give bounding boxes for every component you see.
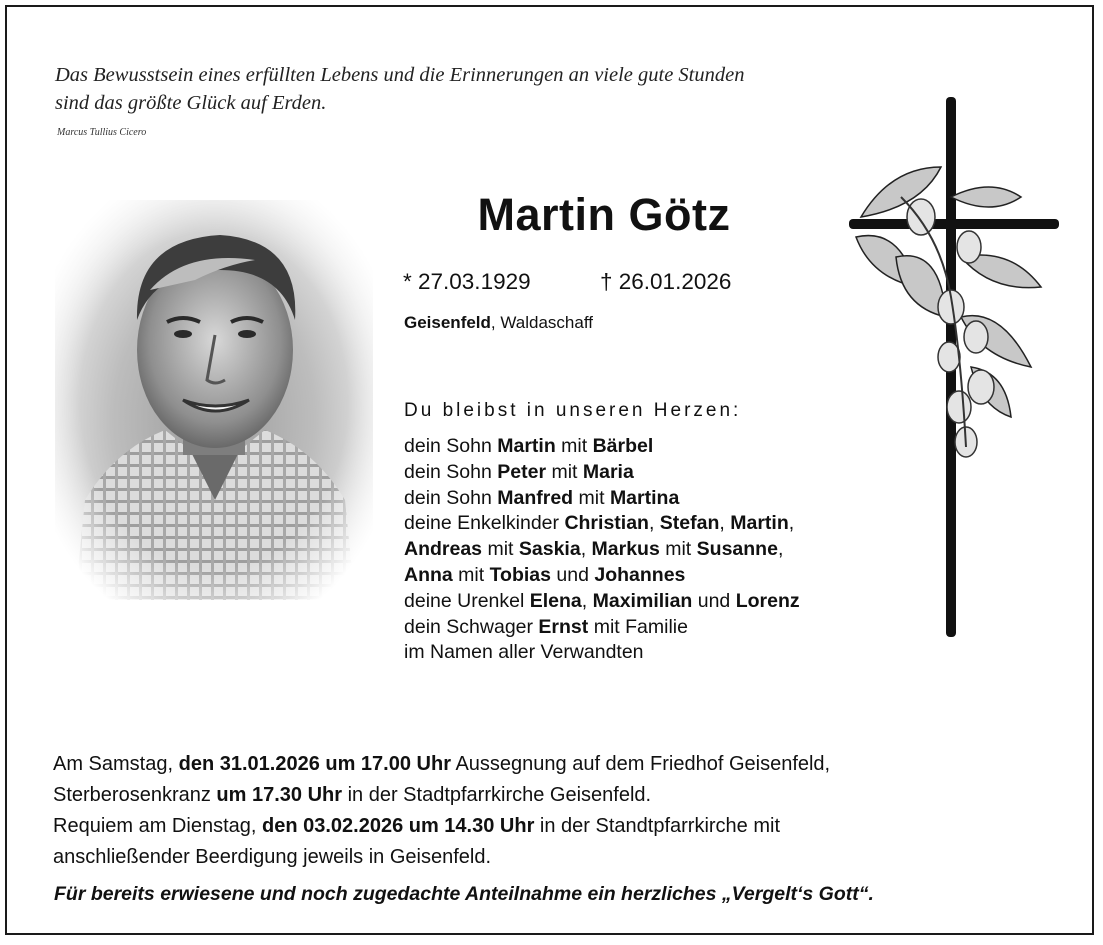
mourner-line (404, 434, 800, 460)
text-segment: mit (452, 563, 490, 586)
text-segment: anschließender Beerdigung jeweils in Geisenfeld. (53, 846, 492, 868)
bold-text: Manfred (497, 486, 574, 509)
text-segment: mit Familie (588, 615, 688, 638)
text-segment: in der Standtpfarrkirche mit (534, 815, 781, 837)
mourner-line (404, 511, 800, 537)
text-segment: Am Samstag, (53, 753, 179, 775)
bold-text: Ernst (538, 615, 589, 638)
text-segment: im Namen aller Verwandten (404, 641, 644, 664)
bold-text: Saskia (518, 538, 581, 561)
mourner-line (404, 537, 800, 563)
text-segment: , (719, 512, 731, 535)
bold-text: Maria (582, 460, 634, 483)
bold-text: Elena (529, 589, 582, 612)
bold-text: Peter (497, 460, 547, 483)
death-date: † 26.01.2026 (600, 269, 732, 294)
text-segment: mit (546, 460, 583, 483)
residence (404, 313, 593, 333)
bold-text: Christian (564, 512, 649, 535)
text-segment: mit (482, 538, 519, 561)
quote (55, 61, 855, 117)
text-segment: deine Enkelkinder (404, 512, 565, 535)
quote-line-1: Das Bewusstsein eines erfüllten Lebens und die Erinnerungen an viele gute Stunden (55, 64, 745, 86)
bold-text: Tobias (489, 563, 551, 586)
text-segment: und (551, 563, 595, 586)
bold-text: um 17.30 Uhr (216, 784, 343, 806)
text-segment: mit (573, 486, 610, 509)
text-segment: Requiem am Dienstag, (53, 815, 262, 837)
bold-text: Johannes (594, 563, 686, 586)
text-segment: , (648, 512, 660, 535)
portrait-illustration (55, 200, 373, 600)
text-segment: , (788, 512, 795, 535)
mourner-line (404, 589, 800, 615)
mourner-line (404, 460, 800, 486)
mourner-line (404, 615, 800, 641)
mourner-line (404, 486, 800, 512)
mourners-list (404, 434, 800, 666)
bold-text: Anna (404, 563, 453, 586)
text-segment: und (692, 589, 736, 612)
bold-text: Lorenz (735, 589, 800, 612)
cross-with-hops-icon (841, 97, 1061, 637)
mourner-line (404, 640, 800, 666)
residence-secondary: , Waldaschaff (490, 313, 593, 332)
bold-text: Bärbel (592, 435, 654, 457)
bold-text: Martina (609, 486, 680, 509)
service-line (53, 749, 830, 780)
text-segment: deine Urenkel (404, 589, 530, 612)
bold-text: den 03.02.2026 um 14.30 Uhr (261, 815, 535, 837)
text-segment: dein Sohn (404, 486, 498, 509)
bold-text: Martin (730, 512, 789, 535)
bold-text: Andreas (404, 538, 483, 561)
text-segment: , (580, 538, 592, 561)
obituary-notice (5, 5, 1094, 935)
thanks-line: Für bereits erwiesene und noch zugedachte Anteilnahme ein herzliches „Vergelt‘s Gott“. (54, 883, 874, 905)
service-line (53, 811, 830, 842)
bold-text: Maximilian (592, 589, 693, 612)
text-segment: , (777, 538, 784, 561)
text-segment: in der Stadtpfarrkirche Geisenfeld. (342, 784, 652, 806)
quote-line-2: sind das größte Glück auf Erden. (55, 92, 327, 114)
family-heading: Du bleibst in unseren Herzen: (404, 400, 742, 421)
text-segment: Sterberosenkranz (53, 784, 217, 806)
text-segment: dein Schwager (404, 615, 539, 638)
portrait-photo (55, 200, 373, 600)
service-line (53, 842, 830, 873)
bold-text: Martin (497, 435, 556, 457)
residence-main: Geisenfeld (404, 313, 491, 332)
bold-text: Markus (591, 538, 660, 561)
mourner-line (404, 563, 800, 589)
birth-date: * 27.03.1929 (403, 269, 531, 294)
text-segment: mit (555, 435, 593, 457)
bold-text: Stefan (659, 512, 720, 535)
text-segment: dein Sohn (404, 460, 498, 483)
bold-text: den 31.01.2026 um 17.00 Uhr (178, 753, 451, 775)
life-dates (403, 269, 732, 295)
text-segment: dein Sohn (404, 435, 498, 457)
text-segment: Aussegnung auf dem Friedhof Geisenfeld, (450, 753, 831, 775)
text-segment: mit (659, 538, 697, 561)
quote-author: Marcus Tullius Cicero (57, 127, 147, 138)
service-info (53, 749, 830, 873)
service-line (53, 780, 830, 811)
deceased-name: Martin Götz (477, 189, 731, 240)
bold-text: Susanne (696, 538, 778, 561)
text-segment: , (581, 589, 593, 612)
